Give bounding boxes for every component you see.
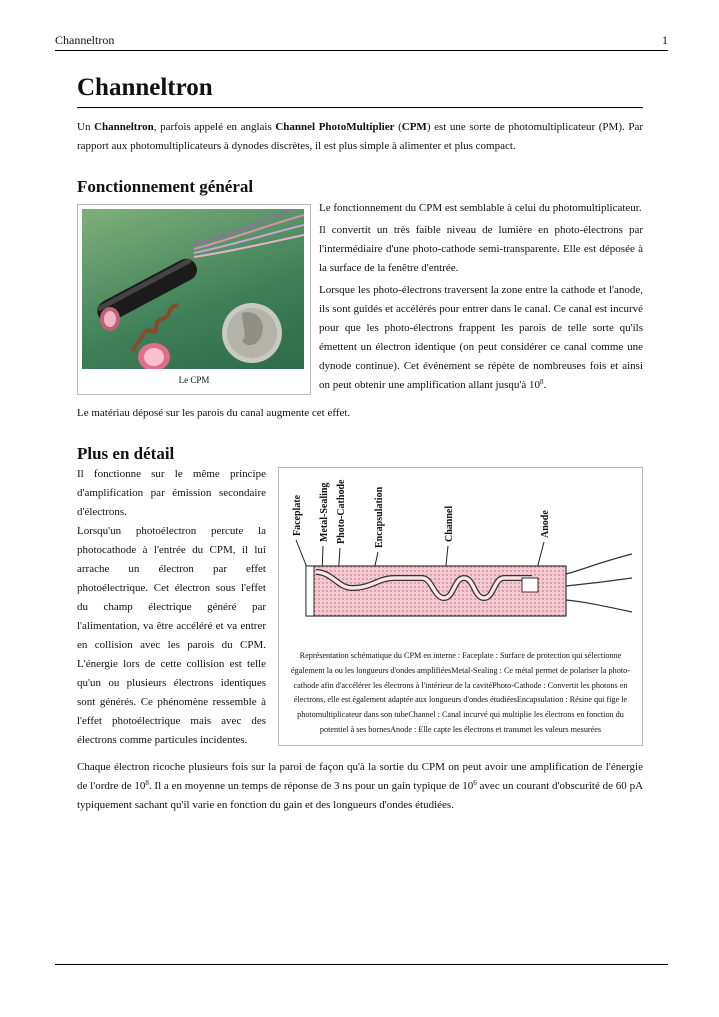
header-rule — [55, 50, 668, 51]
intro-paragraph — [77, 118, 643, 156]
article-body — [77, 70, 643, 815]
label-anode: Anode — [540, 510, 551, 538]
fonctionnement-text: . — [543, 379, 547, 391]
label-photo-cathode: Photo-Cathode — [336, 479, 347, 544]
intro-text: , parfois appelé en anglais — [153, 121, 276, 133]
exponent: 8 — [145, 779, 149, 787]
intro-bold-cpm-english: Channel PhotoMultiplier — [275, 121, 395, 133]
section-heading-fonctionnement: Fonctionnement général — [77, 177, 254, 196]
label-channel: Channel — [444, 505, 455, 542]
fonctionnement-paragraph-2: Il convertit un très faible niveau de lumière en photo-électrons par l'intermédiaire d'une photo-cathode semi-transparente. Elle est déposée à la surface de la fenêtre d'entrée. — [319, 224, 643, 274]
fonctionnement-paragraph-4: Le matériau déposé sur les parois du canal augmente cet effet. — [77, 407, 351, 419]
fonctionnement-paragraph-1: Le fonctionnement du CPM est semblable à celui du photomultiplicateur. — [319, 202, 642, 214]
section-heading-plus-en-detail: Plus en détail — [77, 444, 175, 463]
footer-rule — [55, 964, 668, 965]
detail-paragraph-3 — [77, 758, 643, 815]
intro-text: ) est une sorte de photomultiplicateur (PM). Par rapport aux photomultiplicateurs à dynodes discrètes, il est plus simple à alimenter et plus compact. — [77, 121, 643, 152]
cpm-photo-illustration — [82, 209, 304, 369]
intro-text: Un — [77, 121, 95, 133]
detail-paragraph-1: Il fonctionne sur le même principe d'amplification par émission secondaire d'électrons. — [77, 468, 266, 518]
fonctionnement-text: Lorsque les photo-électrons traversent la zone entre la cathode et l'anode, ils sont guidés et accélérés pour entrer dans le canal. Ce canal est incurvé pour que les photo-électrons frappent les parois de telle sorte qu'ils émettent un électron identique (on peut considérer ce canal comme une dynode continue). Cet événement se répète de nombreuses fois et ainsi on peut obtenir une amplification allant jusqu'à 10 — [319, 284, 643, 391]
detail-paragraph-2: Lorsqu'un photoélectron percute la photocathode à l'entrée du CPM, il lui arrache un électron par effet photoélectrique. Cet électron sous l'effet du champ électrique généré par l'alimentation, va être accéléré et va entrer en collision avec les parois du CPM. L'énergie lors de cette collision est telle qu'un ou plusieurs électrons identiques sont générés. Ce phénomène ressemble à l'effet photoélectrique mais avec des électrons comme particules incidentes. — [77, 525, 266, 746]
page-title: Channeltron — [77, 70, 643, 108]
cpm-schematic-figure — [278, 467, 643, 746]
running-head-title: Channeltron — [55, 33, 115, 47]
intro-bold-channeltron: Channeltron — [94, 121, 154, 133]
intro-text: ( — [394, 121, 402, 133]
cpm-schematic-caption: Représentation schématique du CPM en interne : Faceplate : Surface de protection qui sélectionne également la ou les longueurs d'ondes amplifiéesMetal-Sealing : Ce métal permet de polariser la photo-cathode afin d'accélérer les électrons à l'intérieur de la cavitéPhoto-Cathode : Convertit les photons en électrons, elle est également adaptée aux longueurs d'ondes étudiéesEncapsulation : Résine qui fige le photomultiplicateur dans son tubeChannel : Canal incurvé qui multiplie les électrons en fonction du potentiel à ses bornesAnode : Elle capte les électrons et transmet les valeurs mesurées — [291, 651, 630, 734]
exponent: 6 — [473, 779, 477, 787]
cpm-schematic-diagram — [282, 474, 637, 644]
label-faceplate: Faceplate — [292, 494, 303, 536]
detail-text: . Il a en moyenne un temps de réponse de 3 ns pour un gain typique de 10 — [148, 780, 474, 792]
page-number: 1 — [662, 33, 668, 47]
cpm-photo — [82, 209, 304, 369]
detail-text: avec un courant d'obscurité de 60 pA typiquement sachant qu'il varie en fonction du gain et des longueurs d'ondes étudiées. — [77, 780, 644, 811]
label-encapsulation: Encapsulation — [374, 486, 385, 548]
cpm-photo-caption: Le CPM — [178, 375, 210, 385]
cpm-photo-figure — [77, 204, 311, 395]
running-head — [55, 33, 668, 48]
exponent: 8 — [540, 378, 544, 386]
detail-text: Chaque électron ricoche plusieurs fois sur la paroi de façon qu'à la sortie du CPM on peut avoir une amplification de l'énergie de l'ordre de 10 — [77, 761, 643, 792]
label-metal-sealing: Metal-Sealing — [319, 482, 330, 542]
intro-bold-cpm: CPM — [401, 121, 427, 133]
